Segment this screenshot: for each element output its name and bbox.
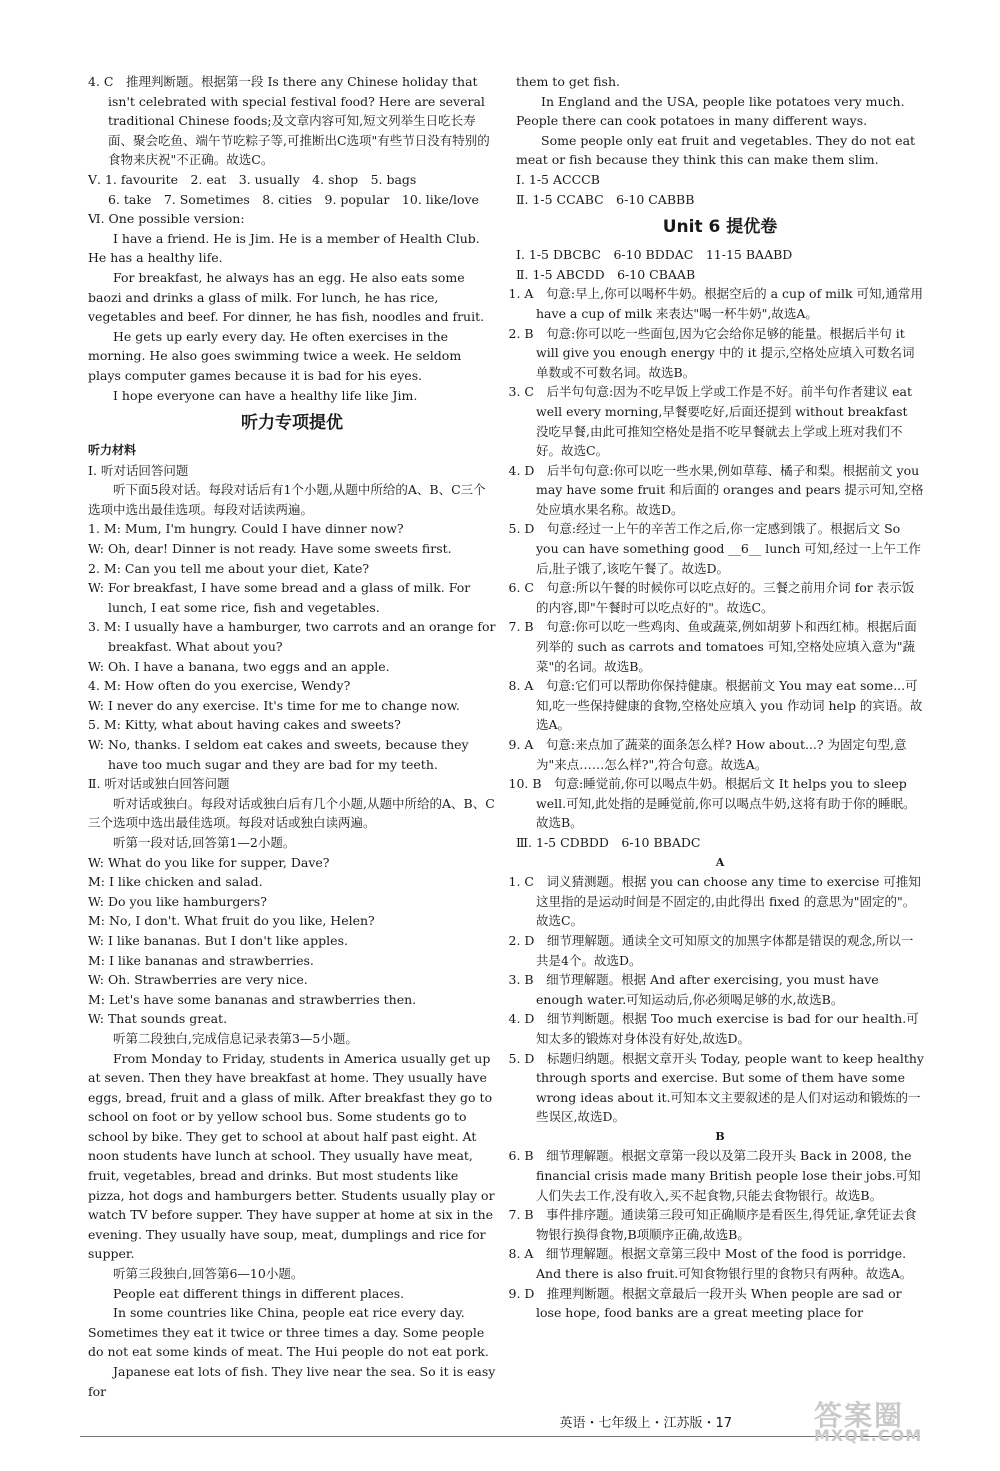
explanation-item: 10. B 句意:睡觉前,你可以喝点牛奶。根据后文 It helps you to sleep well.可知,此处指的是睡觉前,你可以喝点牛奶,这将有助于你的睡眠。故选B。 [508,776,916,831]
listening-part-3-instruction: 听第三段独白,回答第6—10小题。 [113,1266,304,1282]
passage-b-label: B [715,1129,725,1143]
watermark-url: MXQE.COM [814,1425,923,1445]
explanation-item: 8. A 句意:它们可以帮助你保持健康。根据前文 You may eat some...可知,吃一些保持健康的食物,空格处应填入 you 作动词 help 的宾语。故选A。 [508,678,923,733]
explanation-item: 1. C 词义猜测题。根据 you can choose any time to exercise 可推知这里指的是运动时间是不固定的,由此得出 fixed 的意思为"固定的"。故选C。 [508,874,921,929]
monologue-paragraph: From Monday to Friday, students in America usually get up at seven. Then they have breakfast at home. They usually have eggs, bread, fruit and a glass of milk. After breakfast they go to school on foot or by yellow school bus. Some students go to school by bike. They get to school at about half past eight. At noon students have lunch at school. They usually have meat, fruit, vegetables, bread and drinks. But most students like pizza, hot dogs and hamburgers better. Students usually play or watch TV before supper. They have supper at home at six in the evening. They usually have soup, meat, dumplings and rice for supper. [88,1050,495,1262]
unit-title: Unit 6 提优卷 [662,217,778,238]
dialog-line: M: No, I don't. What fruit do you like, Helen? [88,913,375,929]
dialog-line: W: Oh, dear! Dinner is not ready. Have some sweets first. [88,541,452,557]
dialog-line: 4. M: How often do you exercise, Wendy? [88,678,351,694]
explanation-item: 6. C 句意:所以午餐的时候你可以吃点好的。三餐之前用介词 for 表示饭的内容,即"午餐时可以吃点好的"。故选C。 [508,580,915,615]
unit-answers-1: Ⅰ. 1-5 DBCBC 6-10 BDDAC 11-15 BAABD [516,247,793,263]
dialog-line: 2. M: Can you tell me about your diet, Kate? [88,560,370,576]
dialog-line: 3. M: I usually have a hamburger, two carrots and an orange for breakfast. What about you? [88,619,496,655]
monologue-paragraph: In some countries like China, people eat rice every day. Sometimes they eat it twice or three times a day. Some people do not eat some kinds of meat. The Hui people do not eat pork. [88,1305,489,1360]
unit-answers-2: Ⅱ. 1-5 ABCDD 6-10 CBAAB [516,266,696,282]
answer-4-explanation: 4. C 推理判断题。根据第一段 Is there any Chinese holiday that isn't celebrated with special festival food? Here are several traditional Chinese foods;及文章内容可知,短文列举生日吃长寿面、聚会吃鱼、端午节吃粽子等,可推断出C选项"有些节日没有特别的食物来庆祝"不正确。故选C。 [88,74,490,168]
listening-part-1-instruction: 听第一段对话,回答第1—2小题。 [113,834,296,850]
section-v-line2: 6. take 7. Sometimes 8. cities 9. popular 10. like/love [108,191,479,207]
dialog-line: M: Let's have some bananas and strawberries then. [88,991,417,1007]
dialog-line: M: I like chicken and salad. [88,874,263,890]
right-column [508,72,924,1323]
dialog-line: W: That sounds great. [88,1011,228,1027]
explanation-item: 2. D 细节理解题。通读全文可知原文的加黑字体都是错误的观念,所以一共是4个。故选D。 [508,932,914,968]
essay-paragraph: I hope everyone can have a healthy life like Jim. [113,387,418,403]
dialog-line: W: No, thanks. I seldom eat cakes and sweets, because they have too much sugar and they are bad for my teeth. [88,737,469,772]
monologue-paragraph: Japanese eat lots of fish. They live near the sea. So it is easy for [88,1364,496,1399]
dialog-line: 5. M: Kitty, what about having cakes and sweets? [88,717,401,733]
dialog-line: 1. M: Mum, I'm hungry. Could I have dinner now? [88,521,404,537]
listening-answers-2: Ⅱ. 1-5 CCABC 6-10 CABBB [516,191,695,207]
explanation-item: 4. D 后半句句意:你可以吃一些水果,例如草莓、橘子和梨。根据前文 you may have some fruit 和后面的 oranges and pears 提示可知,空格处应填水果名称。故选D。 [508,462,924,517]
listening-section-2-intro: 听对话或独白。每段对话或独白后有几个小题,从题中所给的A、B、C三个选项中选出最佳选项。每段对话或独白读两遍。 [88,795,495,831]
explanation-item: 1. A 句意:早上,你可以喝杯牛奶。根据空后的 a cup of milk 可知,通常用 have a cup of milk 来表达"喝一杯牛奶",故选A。 [508,286,924,321]
dialog-line: W: What do you like for supper, Dave? [88,854,330,870]
monologue-paragraph: People eat different things in different places. [113,1285,405,1301]
listening-section-2-title: Ⅱ. 听对话或独白回答问题 [88,776,230,792]
explanation-item: 6. B 细节理解题。根据文章第一段以及第二段开头 Back in 2008, the financial crisis made many British people lose their jobs.可知人们失去工作,没有收入,买不起食物,只能去食物银行。故选B。 [508,1148,921,1203]
listening-title: 听力专项提优 [241,413,343,434]
listening-answers-1: Ⅰ. 1-5 ACCCB [516,171,600,187]
listening-section-1-intro: 听下面5段对话。每段对话后有1个小题,从题中所给的A、B、C三个选项中选出最佳选项。每段对话读两遍。 [88,482,486,517]
footer-text: 英语・七年级上・江苏版・17 [559,1416,732,1431]
watermark-logo-text: 答案圈 [814,1399,905,1432]
explanation-item: 7. B 事件排序题。通读第三段可知正确顺序是看医生,得凭证,拿凭证去食物银行换得食物,B项顺序正确,故选B。 [508,1207,917,1242]
dialog-line: W: Do you like hamburgers? [88,893,267,909]
dialog-line: M: I like bananas and strawberries. [88,952,314,968]
explanation-item: 4. D 细节判断题。根据 Too much exercise is bad for our health.可知太多的锻炼对身体没有好处,故选D。 [508,1011,919,1046]
essay-paragraph: He gets up early every day. He often exercises in the morning. He also goes swimming twice a week. He seldom plays computer games because it is bad for his eyes. [88,328,462,383]
explanation-item: 2. B 句意:你可以吃一些面包,因为它会给你足够的能量。根据后半句 it will give you enough energy 中的 it 提示,空格处应填入可数名词单数或不可数名词。故选B。 [508,325,915,380]
passage-a-label: A [715,855,725,869]
listening-section-1-title: Ⅰ. 听对话回答问题 [88,462,189,478]
explanation-item: 9. D 推理判断题。根据文章最后一段开头 When people are sad or lose hope, food banks are a great meeting place for [508,1285,902,1321]
listening-part-2-instruction: 听第二段独白,完成信息记录表第3—5小题。 [113,1030,358,1046]
explanation-item: 5. D 标题归纳题。根据文章开头 Today, people want to keep healthy through sports and exercise. But some of them have some wrong ideas about it.可知本文主要叙述的是人们对运动和锻炼的一些误区,故选D。 [508,1050,924,1125]
dialog-line: W: Oh. Strawberries are very nice. [88,972,308,988]
section-v-line1: Ⅴ. 1. favourite 2. eat 3. usually 4. shop 5. bags [88,171,417,187]
watermark-logo [814,1399,964,1466]
monologue-continuation: them to get fish. [516,74,620,89]
dialog-line: W: Oh. I have a banana, two eggs and an apple. [88,658,390,674]
footer-rule [80,1436,920,1437]
left-column [88,72,496,1401]
essay-paragraph: I have a friend. He is Jim. He is a member of Health Club. He has a healthy life. [88,230,480,266]
monologue-paragraph: Some people only eat fruit and vegetables. They do not eat meat or fish because they think this can make them slim. [516,132,916,168]
essay-paragraph: For breakfast, he always has an egg. He also eats some baozi and drinks a glass of milk. For lunch, he has rice, vegetables and beef. For dinner, he has fish, noodles and fruit. [88,269,485,325]
monologue-paragraph: In England and the USA, people like potatoes very much. People there can cook potatoes in many different ways. [516,93,905,129]
explanation-item: 3. C 后半句句意:因为不吃早饭上学或工作是不好。前半句作者建议 eat well every morning,早餐要吃好,后面还提到 without breakfast 没吃早餐,由此可推知空格处是指不吃早餐就去上学或上班对我们不好。故选C。 [508,384,913,459]
explanation-item: 3. B 细节理解题。根据 And after exercising, you must have enough water.可知运动后,你必须喝足够的水,故选B。 [508,972,879,1007]
unit-answers-3: Ⅲ. 1-5 CDBDD 6-10 BBADC [516,834,701,850]
explanation-item: 8. A 细节理解题。根据文章第三段中 Most of the food is porridge. And there is also fruit.可知食物银行里的食物只有两种。故选A。 [508,1246,913,1282]
section-vi-heading: Ⅵ. One possible version: [88,211,245,227]
dialog-line: W: I like bananas. But I don't like apples. [88,932,348,948]
dialog-line: W: I never do any exercise. It's time for me to change now. [88,697,460,713]
dialog-line: W: For breakfast, I have some bread and a glass of milk. For lunch, I eat some rice, fish and vegetables. [88,580,471,615]
materials-heading: 听力材料 [88,443,137,458]
explanation-item: 5. D 句意:经过一上午的辛苦工作之后,你一定感到饿了。根据后文 So you can have something good __6__ lunch 可知,经过一上午工作后,肚子饿了,该吃午餐了。故选D。 [508,521,921,576]
explanation-item: 9. A 句意:来点加了蔬菜的面条怎么样? How about...? 为固定句型,意为"来点……怎么样?",符合句意。故选A。 [508,737,907,772]
explanation-item: 7. B 句意:你可以吃一些鸡肉、鱼或蔬菜,例如胡萝卜和西红柿。根据后面列举的 such as carrots and tomatoes 可知,空格处应填入意为"蔬菜"的名词。故选B。 [508,619,917,674]
